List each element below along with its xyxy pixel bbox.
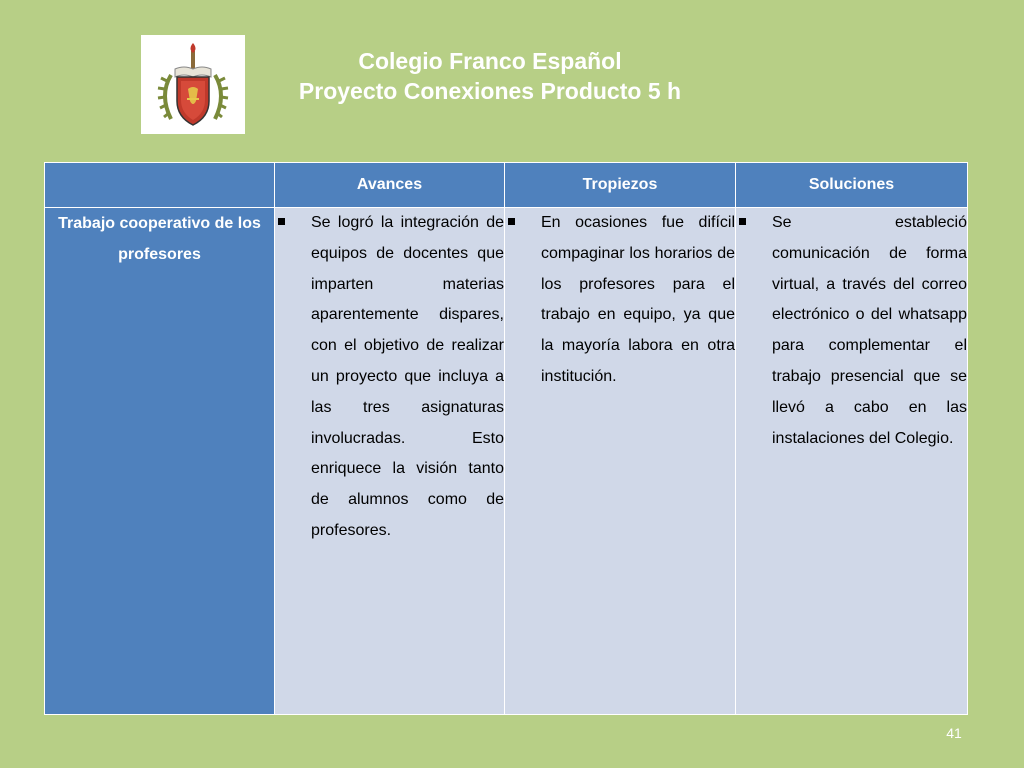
title-line-school: Colegio Franco Español <box>358 48 622 74</box>
cell-soluciones <box>736 208 968 715</box>
school-crest-logo <box>141 35 245 134</box>
square-bullet-icon <box>736 208 772 225</box>
title-line-project: Proyecto Conexiones Producto 5 h <box>298 78 682 104</box>
crest-icon <box>141 35 245 134</box>
cell-text-tropiezos: En ocasiones fue difícil compaginar los horarios de los profesores para el trabajo en equipo, ya que la mayoría labora en otra institución. <box>541 214 735 385</box>
table-row <box>45 208 968 715</box>
cell-text-soluciones: Se estableció comunicación de forma virtual, a través del correo electrónico o del whatsapp para complementar el trabajo presencial que se llevó a cabo en las instalaciones del Colegio. <box>772 214 967 447</box>
square-bullet-icon <box>505 208 541 225</box>
page-title <box>250 46 730 106</box>
column-header-empty <box>45 163 275 208</box>
column-header-soluciones: Soluciones <box>736 163 968 208</box>
cell-text-avances: Se logró la integración de equipos de docentes que imparten materias aparentemente dispares, con el objetivo de realizar un proyecto que incluya a las tres asignaturas involucradas. Esto enriquece la visión tanto de alumnos como de profesores. <box>311 214 504 539</box>
cell-tropiezos <box>505 208 736 715</box>
progress-table <box>44 162 968 715</box>
cell-avances <box>275 208 505 715</box>
table-header-row <box>45 163 968 208</box>
column-header-tropiezos: Tropiezos <box>505 163 736 208</box>
column-header-avances: Avances <box>275 163 505 208</box>
page-number: 41 <box>946 725 962 741</box>
square-bullet-icon <box>275 208 311 225</box>
row-label: Trabajo cooperativo de los profesores <box>45 208 275 715</box>
